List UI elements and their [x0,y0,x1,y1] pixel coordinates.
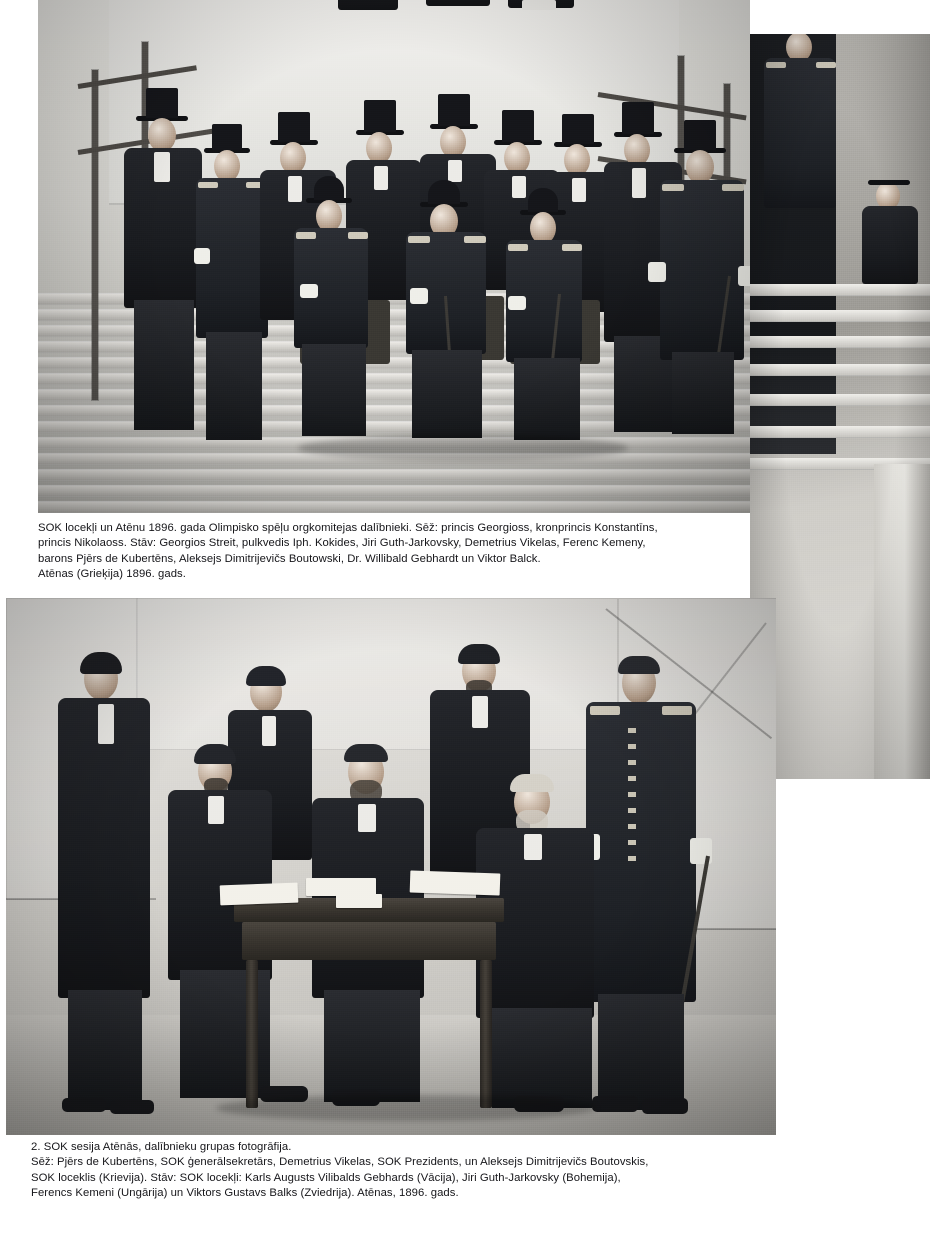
caption-line: Ferencs Kemeni (Ungārija) un Viktors Gustavs Balks (Zviedrija). Atēnas, 1896. gads. [31,1187,459,1200]
shoe [592,1096,638,1112]
shoe [62,1098,106,1112]
figure-1-caption [38,521,738,583]
photo-pillar [874,464,930,779]
ground-shadow [216,1095,596,1121]
uniform-buttons [628,728,636,868]
hair [344,744,388,762]
wall-panel [136,598,618,750]
photo-step [750,394,930,406]
photo-step [750,336,930,348]
photo-step [750,284,930,296]
caption-line: 2. SOK sesija Atēnās, dalībnieku grupas fotogrāfija. [31,1141,292,1153]
open-ledger [220,883,299,906]
figure-3-caption [31,1140,751,1202]
caption-line: SOK locekļi un Atēnu 1896. gada Olimpisko spēļu orgkomitejas dalībnieki. Sēž: princis Georgioss, kronprincis Konstantīns, [38,522,658,534]
caption-line: princis Nikolaoss. Stāv: Georgios Streit, pulkvedis Iph. Kokides, Jiri Guth-Jarkovsky, Demetrius Vikelas, Ferenc Kemeny, [38,537,646,550]
table-leg [480,960,492,1108]
caption-line: SOK loceklis (Krievija). Stāv: SOK locekļi: Karls Augusts Vilibalds Gebhards (Vācija), Jiri Guth-Jarkovsky (Bohemija), [31,1171,621,1184]
open-ledger [410,870,501,895]
figure-1-photo [38,0,750,513]
document-sheet [336,894,382,908]
photo-step [750,426,930,438]
table-leg [246,960,258,1108]
hair [510,774,554,792]
photo-step [750,364,930,376]
hair [458,644,500,664]
figure-3-photo [6,598,776,1135]
caption-line: Sēž: Pjērs de Kubertēns, SOK ģenerālsekretārs, Demetrius Vikelas, SOK Prezidents, un Aleksejs Dimitrijevičs Boutovskis, [31,1156,649,1169]
shoe [110,1100,154,1114]
caption-line: Atēnas (Grieķija) 1896. gads. [38,568,186,581]
hair [194,744,236,764]
railing-post [92,70,98,400]
caption-line: barons Pjērs de Kubertēns, Aleksejs Dimitrijevičs Boutowski, Dr. Willibald Gebhardt un Viktor Balck. [38,552,541,565]
photo-step [750,310,930,322]
shoe [642,1098,688,1114]
ground-shadow [298,435,628,461]
hair [618,656,660,674]
table-apron [242,922,496,960]
hair [246,666,286,686]
figure-2-photo [750,34,930,779]
